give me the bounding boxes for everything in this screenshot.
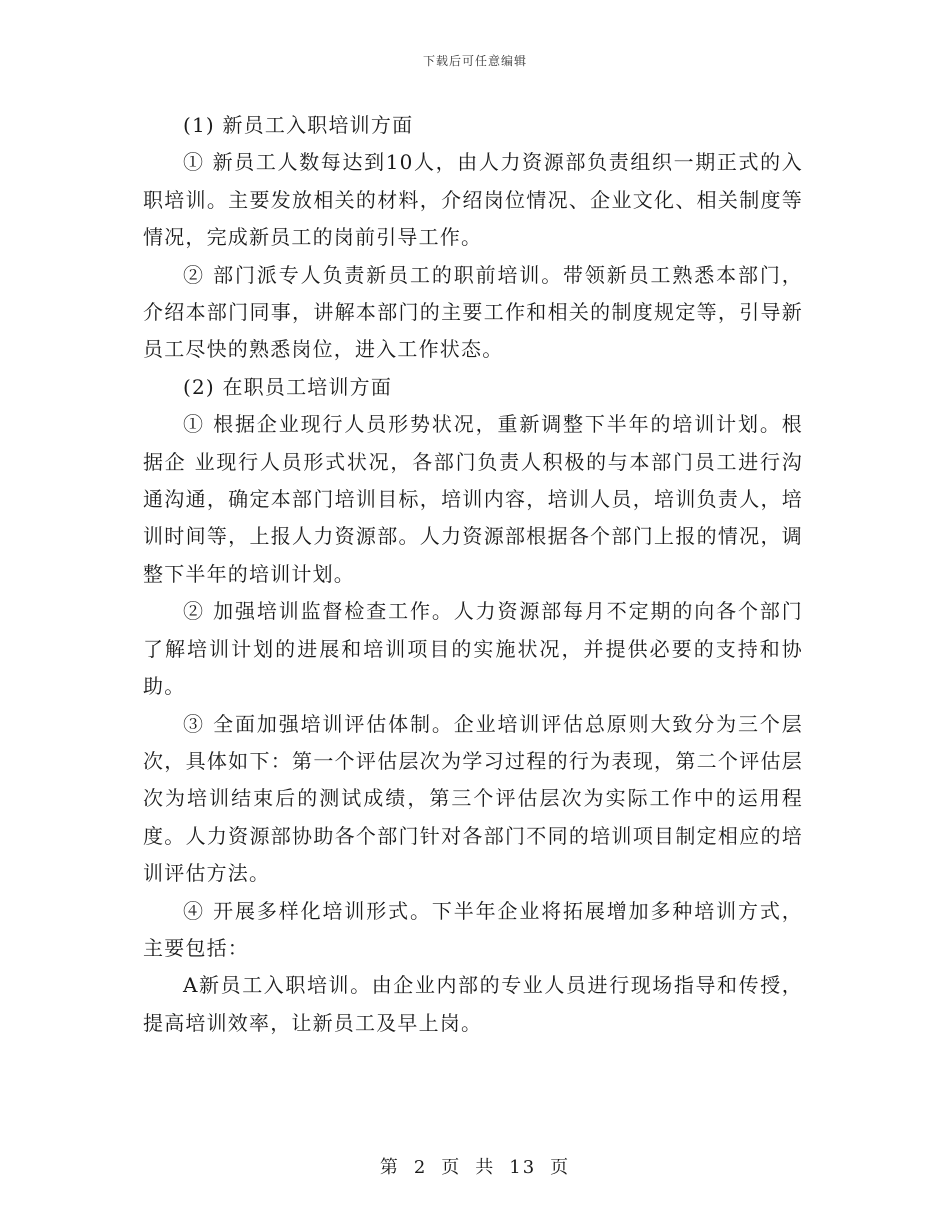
- paragraph-new-employee-onsite-training: A新员工入职培训。由企业内部的专业人员进行现场指导和传授，提高培训效率，让新员工及早上岗。: [143, 973, 803, 1035]
- paragraph-training-evaluation: ③ 全面加强培训评估体制。企业培训评估总原则大致分为三个层次，具体如下：第一个评估层次为学习过程的行为表现，第二个评估层次为培训结束后的测试成绩，第三个评估层次为实际工作中的运用程度。人力资源部协助各个部门针对各部门不同的培训项目制定相应的培训评估方法。: [143, 711, 803, 886]
- paragraph-diverse-training-forms: ④ 开展多样化培训形式。下半年企业将拓展增加多种培训方式，主要包括：: [143, 898, 803, 960]
- footer-total-pages: 13: [509, 1157, 537, 1178]
- paragraph-department-pre-job-training: ② 部门派专人负责新员工的职前培训。带领新员工熟悉本部门，介绍本部门同事，讲解本部门的主要工作和相关的制度规定等，引导新员工尽快的熟悉岗位，进入工作状态。: [143, 262, 803, 362]
- paragraph-training-supervision: ② 加强培训监督检查工作。人力资源部每月不定期的向各个部门了解培训计划的进展和培训项目的实施状况，并提供必要的支持和协助。: [143, 599, 803, 699]
- footer-page-word: 页: [441, 1157, 462, 1178]
- document-body: [143, 107, 803, 1042]
- footer-total-word: 共: [475, 1157, 496, 1178]
- section-heading-in-service: (2) 在职员工培训方面: [183, 374, 393, 399]
- footer-prefix: 第: [379, 1157, 400, 1178]
- paragraph-adjust-training-plan: ① 根据企业现行人员形势状况，重新调整下半年的培训计划。根据企 业现行人员形式状况，各部门负责人积极的与本部门员工进行沟通沟通，确定本部门培训目标，培训内容，培训人员，培训负责人，培训时间等，上报人力资源部。人力资源部根据各个部门上报的情况，调整下半年的培训计划。: [143, 412, 803, 586]
- page-number-footer: [0, 1153, 950, 1179]
- paragraph-new-employee-onboarding: ① 新员工人数每达到10人，由人力资源部负责组织一期正式的入职培训。主要发放相关的材料，介绍岗位情况、企业文化、相关制度等情况，完成新员工的岗前引导工作。: [143, 150, 803, 250]
- header-note: 下载后可任意编辑: [422, 54, 527, 68]
- section-heading-new-employee: (1) 新员工入职培训方面: [183, 113, 414, 137]
- footer-current-page: 2: [413, 1157, 428, 1178]
- footer-suffix: 页: [550, 1157, 571, 1178]
